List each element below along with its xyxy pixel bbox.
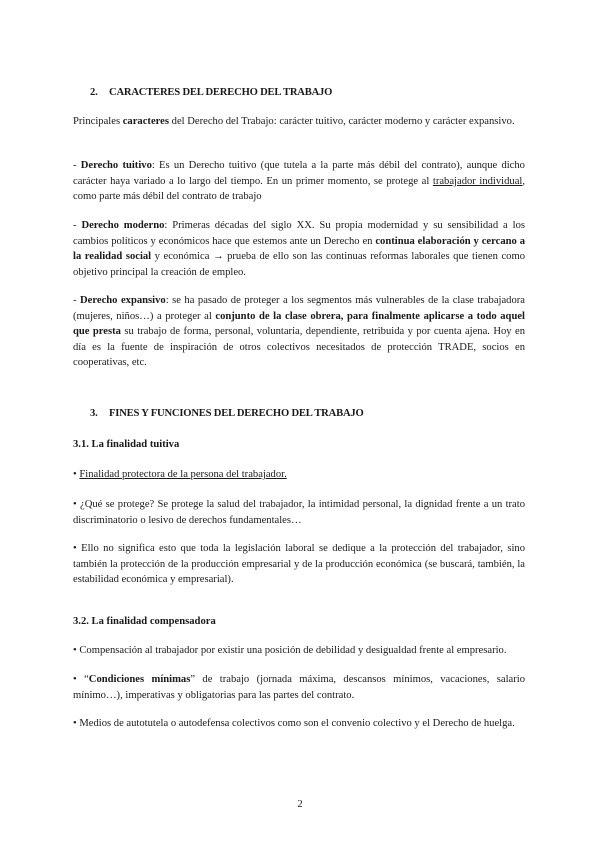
bullet: • <box>73 543 82 554</box>
text: : Primeras décadas del siglo XX. Su propia modernidad y su sensibilidad a los cambios políticos y económicos hace que estemos ante un Derecho en <box>73 220 525 247</box>
dash: - <box>73 220 82 231</box>
bullet: • <box>73 469 80 480</box>
bold-term: continua elaboración y cercano a la realidad social <box>73 235 525 263</box>
section-2-heading <box>73 85 525 101</box>
text: Medios de autotutela o autodefensa colectivos como son el convenio colectivo y el Derecho de huelga. <box>79 718 515 729</box>
s3-2-bullet-1 <box>73 643 525 659</box>
bullet: • <box>73 499 81 510</box>
derecho-tuitivo-paragraph <box>73 158 525 205</box>
bold-term: conjunto de la clase obrera, para finalmente aplicarse a todo aquel que presta <box>73 310 525 338</box>
text: : se ha pasado de proteger a los segmentos más vulnerables de la clase trabajadora (mujeres, niños…) a proteger al <box>73 295 526 322</box>
text: su trabajo de forma, personal, voluntaria, dependiente, retribuida y por cuenta ajena. Hoy en día es la fuente de inspiración de otros colectivos necesitados de protección TRADE, socios en cooperativas, etc. <box>73 326 526 369</box>
text: “ <box>84 674 89 685</box>
section-3-heading <box>73 406 525 422</box>
bullet: • <box>73 674 85 685</box>
dash: - <box>73 295 81 306</box>
bold-term: caracteres <box>122 116 169 127</box>
section-number: 2. <box>90 87 98 98</box>
s3-2-bullet-3 <box>73 716 525 732</box>
text: del Derecho del Trabajo: carácter tuitivo, carácter moderno y carácter expansivo. <box>169 116 515 127</box>
subsection-3-1-heading: 3.1. La finalidad tuitiva <box>73 439 180 450</box>
s3-1-bullet-3 <box>73 541 525 588</box>
text: Principales <box>73 116 123 127</box>
section-number: 3. <box>90 408 98 419</box>
subsection-3-2-heading: 3.2. La finalidad compensadora <box>73 616 216 627</box>
text: y económica → prueba de ello son las continuas reformas laborales que tienen como objetivo principal la creación de empleo. <box>73 251 525 278</box>
s2-intro-paragraph <box>73 114 525 130</box>
s3-1-bullet-1 <box>73 467 525 483</box>
section-title: CARACTERES DEL DERECHO DEL TRABAJO <box>109 87 333 98</box>
dash: - <box>73 160 81 171</box>
underlined-term: trabajador individual <box>432 175 523 187</box>
s3-2-bullet-2 <box>73 672 525 703</box>
bold-term: Derecho moderno <box>81 220 165 231</box>
page-number: 2 <box>297 799 303 810</box>
bullet: • <box>73 718 80 729</box>
text: , como parte más débil del contrato de trabajo <box>73 175 526 203</box>
bullet: • <box>73 645 80 656</box>
derecho-expansivo-paragraph <box>73 293 525 371</box>
text: ” de trabajo (jornada máxima, descansos mínimos, vacaciones, salario mínimo…), imperativas y obligatorias para las partes del contrato. <box>73 674 525 701</box>
section-title: FINES Y FUNCIONES DEL DERECHO DEL TRABAJO <box>109 408 364 419</box>
text: : Es un Derecho tuitivo (que tutela a la parte más débil del contrato), aunque dicho carácter haya variado a lo largo del tiempo. En un primer momento, se protege al <box>73 160 525 187</box>
derecho-moderno-paragraph <box>73 218 525 280</box>
text: ¿Qué se protege? Se protege la salud del trabajador, la intimidad personal, la dignidad frente a un trato discriminatorio o lesivo de derechos fundamentales… <box>73 499 526 526</box>
bold-term: Derecho tuitivo <box>80 160 152 171</box>
text: Compensación al trabajador por existir una posición de debilidad y desigualdad frente al empresario. <box>79 645 507 656</box>
bold-term: Condiciones mínimas <box>88 674 191 685</box>
text: Ello no significa esto que toda la legislación laboral se dedique a la protección del trabajador, sino también la protección de la producción empresarial y de la producción económica (se buscará, también, la estabilidad económica y empresarial). <box>73 543 525 586</box>
underlined-term: Finalidad protectora de la persona del trabajador. <box>79 469 287 480</box>
s3-1-bullet-2 <box>73 497 525 528</box>
bold-term: Derecho expansivo <box>80 295 166 306</box>
